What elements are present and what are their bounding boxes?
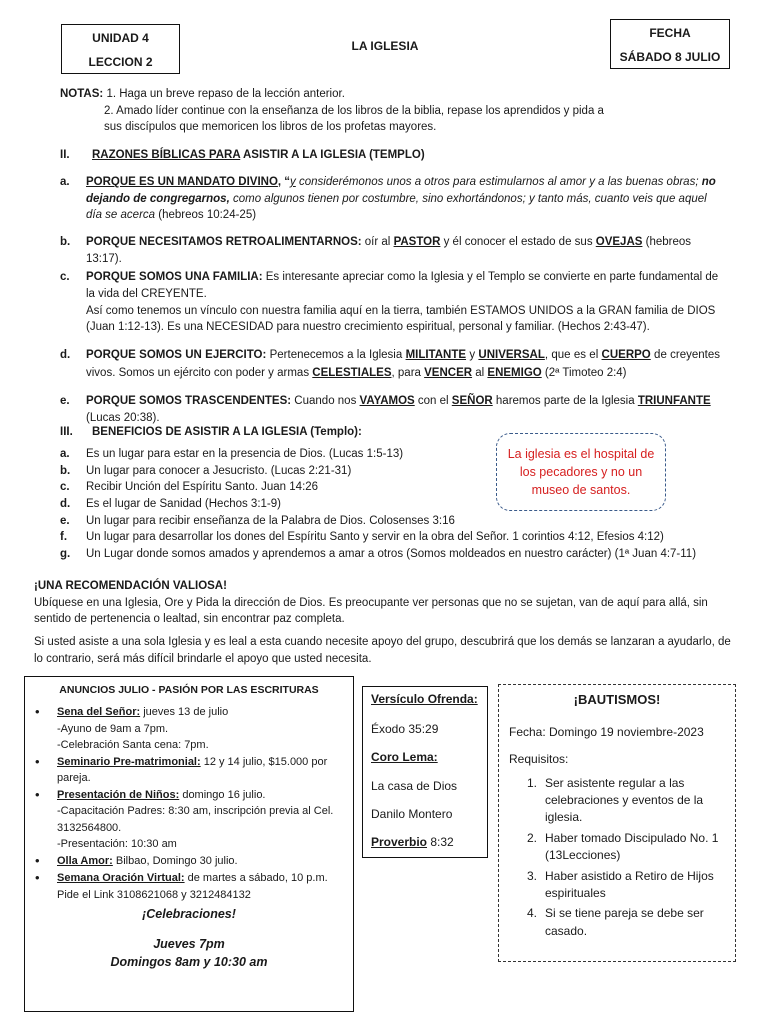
date-box xyxy=(610,19,730,69)
section-2-list xyxy=(60,174,720,428)
page-title: LA IGLESIA xyxy=(351,39,419,53)
reason-letter: e. xyxy=(60,394,70,407)
announcement-sub: -Ayuno de 9am a 7pm. xyxy=(57,722,169,735)
text: haremos parte de la Iglesia xyxy=(492,394,638,407)
bullet-icon: • xyxy=(35,704,40,720)
benefit-letter: g. xyxy=(60,548,71,561)
reason-d-head: PORQUE SOMOS UN EJERCITO: xyxy=(86,349,267,362)
requirement-text: Haber tomado Discipulado No. 1 (13Lecciones) xyxy=(545,830,719,863)
announcement-sub: -Presentación: 10:30 am xyxy=(57,838,177,851)
text: (hebreos 13:17). xyxy=(86,236,692,265)
baptism-requirements xyxy=(509,775,725,941)
reason-a-head: PORQUE ES UN MANDATO DIVINO xyxy=(86,176,278,188)
announcement-item xyxy=(35,787,343,853)
chorus-song: La casa de Dios xyxy=(371,778,458,793)
keyword: VENCER xyxy=(424,367,473,380)
proverb-label: Proverbio xyxy=(371,834,428,849)
reason-a-ref: (hebreos 10:24-25) xyxy=(155,209,257,222)
benefit-letter: c. xyxy=(60,481,70,494)
announcement-head: Sena del Señor: xyxy=(57,706,141,719)
benefit-letter: b. xyxy=(60,464,71,477)
keyword: UNIVERSAL xyxy=(478,349,545,362)
text: oír al xyxy=(361,236,394,249)
text: , para xyxy=(391,367,425,380)
keyword: CUERPO xyxy=(601,349,651,362)
reason-c xyxy=(60,269,720,336)
announcement-item xyxy=(35,853,343,870)
announcement-link-text: Pide el Link 3108621068 y 3212484132 xyxy=(57,888,251,901)
proverb-value: 8:32 xyxy=(427,834,454,849)
section-2-heading xyxy=(60,147,700,164)
bullet-icon: • xyxy=(35,869,40,885)
text: , que es el xyxy=(544,349,602,362)
announcement-head: Olla Amor: xyxy=(57,854,113,867)
announcement-text: de martes a sábado, 10 p.m. xyxy=(184,871,328,884)
notes-label: NOTAS: xyxy=(60,88,104,100)
requirement-text: Haber asistido a Retiro de Hijos espirituales xyxy=(545,868,714,900)
reason-letter: d. xyxy=(60,349,71,362)
keyword: MILITANTE xyxy=(405,349,467,362)
unit-label: UNIDAD 4 xyxy=(92,31,149,45)
recommendation-title: ¡UNA RECOMENDACIÓN VALIOSA! xyxy=(34,580,227,592)
verse-offering-value: Éxodo 35:29 xyxy=(371,722,439,737)
baptism-title: ¡BAUTISMOS! xyxy=(573,692,661,707)
text: Cuando nos xyxy=(291,394,360,407)
section-3-number: III. xyxy=(60,426,73,438)
keyword: TRIUNFANTE xyxy=(637,394,711,407)
benefit-text: Un Lugar donde somos amados y aprendemos a amar a otros (Somos moldeados en nuestro carácter) (1ª Juan 4:7-11) xyxy=(86,548,697,561)
notes-line2: 2. Amado líder continue con la enseñanza de los libros de la biblia, repase los aprendidos y pida a xyxy=(104,104,604,117)
reason-a-text1: considerémonos unos a otros para estimularnos al amor y a las buenas obras; xyxy=(295,176,702,188)
reason-c-paragraph: Así como tenemos un vínculo con nuestra familia aquí en la tierra, también ESTAMOS UNIDOS a la GRAN familia de DIOS (Juan 1:12-13). Es una NECESIDAD para nuestro crecimiento espiritual, personal y familiar. (Hechos 2:43-47). xyxy=(86,304,716,334)
recommendation-p2: Si usted asiste a una sola Iglesia y es leal a esta cuando necesite apoyo del grupo, descubrirá que los demás se lanzaran a ayudarlo, de lo contrario, será más difícil brindarle el apoyo que usted necesita. xyxy=(34,636,731,665)
announcement-item xyxy=(35,704,343,754)
announcements-title: ANUNCIOS JULIO - PASIÓN POR LAS ESCRITURAS xyxy=(59,684,319,696)
callout-text: La iglesia es el hospital de los pecadores y no un museo de santos. xyxy=(507,446,655,498)
announcement-sub: -Capacitación Padres: 8:30 am, inscripción previa al Cel. 3132564800. xyxy=(57,805,334,834)
benefit-text: Un lugar para desarrollar los dones del Espíritu Santo y servir en la obra del Señor. 1 corintios 4:12, Efesios 4:12) xyxy=(86,531,664,544)
reason-a-text2: como algunos tienen por costumbre, sino exhortándonos; y tanto más, cuanto veis que aquel día se acerca xyxy=(86,192,707,222)
keyword: SEÑOR xyxy=(451,394,493,407)
benefit-item xyxy=(60,529,740,546)
benefit-text: Es un lugar para estar en la presencia de Dios. (Lucas 1:5-13) xyxy=(86,448,404,460)
recommendation xyxy=(34,578,734,667)
bullet-icon: • xyxy=(35,786,40,802)
verse-offering-label: Versículo Ofrenda: xyxy=(371,692,478,706)
text: y él conocer el estado de sus xyxy=(440,236,596,249)
text: y xyxy=(466,349,479,362)
reason-c-head: PORQUE SOMOS UNA FAMILIA: xyxy=(86,271,263,284)
recommendation-p1: Ubíquese en una Iglesia, Ore y Pida la dirección de Dios. Es preocupante ver personas que no se sujetan, van de aquí para allá, sin sentido de pertenencia o lealtad, sin encontrar paz completa. xyxy=(34,596,708,626)
celebrations-title: ¡Celebraciones! xyxy=(142,907,236,921)
announcement-text: jueves 13 de julio xyxy=(140,706,229,719)
reason-b xyxy=(60,234,720,267)
keyword: PASTOR xyxy=(393,236,441,249)
reason-letter: c. xyxy=(60,271,70,284)
announcement-text: domingo 16 julio. xyxy=(179,788,266,801)
benefit-letter: f. xyxy=(60,531,68,544)
requirement-number: 4. xyxy=(526,906,537,921)
text: (2ª Timoteo 2:4) xyxy=(541,367,627,380)
reason-e xyxy=(60,393,720,426)
notes-line3: sus discípulos que memoricen los libros de los profetas mayores. xyxy=(104,121,437,134)
keyword: ENEMIGO xyxy=(487,367,542,380)
text: al xyxy=(472,367,488,380)
date-label: FECHA xyxy=(649,26,691,40)
section-2-title-rest: ASISTIR A LA IGLESIA (TEMPLO) xyxy=(240,149,425,161)
bullet-icon: • xyxy=(35,753,40,769)
benefit-item xyxy=(60,546,740,563)
benefit-item xyxy=(60,513,740,530)
benefit-text: Es el lugar de Sanidad (Hechos 3:1-9) xyxy=(86,498,281,511)
announcement-text: Bilbao, Domingo 30 julio. xyxy=(112,854,238,867)
reason-letter: a. xyxy=(60,176,70,188)
requirement-number: 3. xyxy=(526,868,537,883)
announcement-text: 12 y 14 julio, $15.000 por pareja. xyxy=(57,755,328,785)
reason-letter: b. xyxy=(60,236,71,249)
notes xyxy=(60,86,700,136)
benefit-text: Recibir Unción del Espíritu Santo. Juan 14:26 xyxy=(86,481,319,494)
section-3-heading xyxy=(60,424,500,441)
text: de creyentes vivos. Somos un ejército con poder y armas xyxy=(86,349,721,380)
requirement-item xyxy=(521,868,725,903)
requirement-item xyxy=(521,905,725,940)
requirement-text: Si se tiene pareja se debe ser casado. xyxy=(545,906,704,938)
requirement-number: 2. xyxy=(526,830,537,845)
announcement-head: Semana Oración Virtual: xyxy=(57,871,185,884)
unit-lesson-box xyxy=(61,24,180,74)
announcement-item xyxy=(35,754,343,787)
baptism-requirements-label: Requisitos: xyxy=(509,752,569,767)
baptism-date: Fecha: Domingo 19 noviembre-2023 xyxy=(509,724,704,739)
text: con el xyxy=(414,394,452,407)
chorus-artist: Danilo Montero xyxy=(371,806,453,821)
reason-a-y: y xyxy=(290,176,296,188)
requirement-text: Ser asistente regular a las celebraciones y eventos de la iglesia. xyxy=(545,775,704,825)
benefit-text: Un lugar para recibir enseñanza de la Palabra de Dios. Colosenses 3:16 xyxy=(86,514,455,527)
keyword: CELESTIALES xyxy=(312,367,392,380)
schedule-thursday: Jueves 7pm xyxy=(153,937,225,952)
schedule-sunday: Domingos 8am y 10:30 am xyxy=(110,955,268,970)
benefit-letter: d. xyxy=(60,498,71,511)
announcement-sub: -Celebración Santa cena: 7pm. xyxy=(57,739,209,752)
text: Es interesante apreciar como la Iglesia y el Templo se convierte en parte fundamental de la vida del CREYENTE. xyxy=(86,271,719,301)
requirement-item xyxy=(521,830,725,865)
benefit-letter: a. xyxy=(60,448,70,460)
date-value: SÁBADO 8 JULIO xyxy=(619,50,721,64)
reason-a-bold: no dejando de congregarnos, xyxy=(86,176,716,205)
benefit-letter: e. xyxy=(60,514,70,527)
reason-a xyxy=(60,174,720,224)
verse-box xyxy=(362,686,488,858)
reason-b-head: PORQUE NECESITAMOS RETROALIMENTARNOS: xyxy=(86,236,362,249)
hospital-callout xyxy=(496,433,666,511)
reason-a-sep: , “ xyxy=(277,176,291,188)
text: Pertenecemos a la Iglesia xyxy=(266,349,406,362)
notes-line1: 1. Haga un breve repaso de la lección anterior. xyxy=(106,88,345,100)
requirement-number: 1. xyxy=(526,775,537,790)
lesson-label: LECCION 2 xyxy=(88,55,153,69)
section-3-title: BENEFICIOS DE ASISTIR A LA IGLESIA (Templo): xyxy=(92,426,362,438)
announcement-head: Seminario Pre-matrimonial: xyxy=(57,755,201,768)
baptism-box xyxy=(498,684,736,962)
chorus-label: Coro Lema: xyxy=(371,750,438,765)
announcement-item xyxy=(35,870,343,887)
announcement-head: Presentación de Niños: xyxy=(57,788,180,801)
section-2-title-underlined: RAZONES BÍBLICAS PARA xyxy=(92,149,241,161)
reason-e-head: PORQUE SOMOS TRASCENDENTES: xyxy=(86,394,292,407)
keyword: OVEJAS xyxy=(595,236,643,249)
bullet-icon: • xyxy=(35,852,40,868)
requirement-item xyxy=(521,775,725,827)
text: (Lucas 20:38). xyxy=(86,411,160,424)
benefit-text: Un lugar para conocer a Jesucristo. (Lucas 2:21-31) xyxy=(86,464,352,477)
announcements-box xyxy=(24,676,354,1012)
section-2-number: II. xyxy=(60,149,70,161)
reason-d xyxy=(60,346,720,383)
keyword: VAYAMOS xyxy=(359,394,415,407)
